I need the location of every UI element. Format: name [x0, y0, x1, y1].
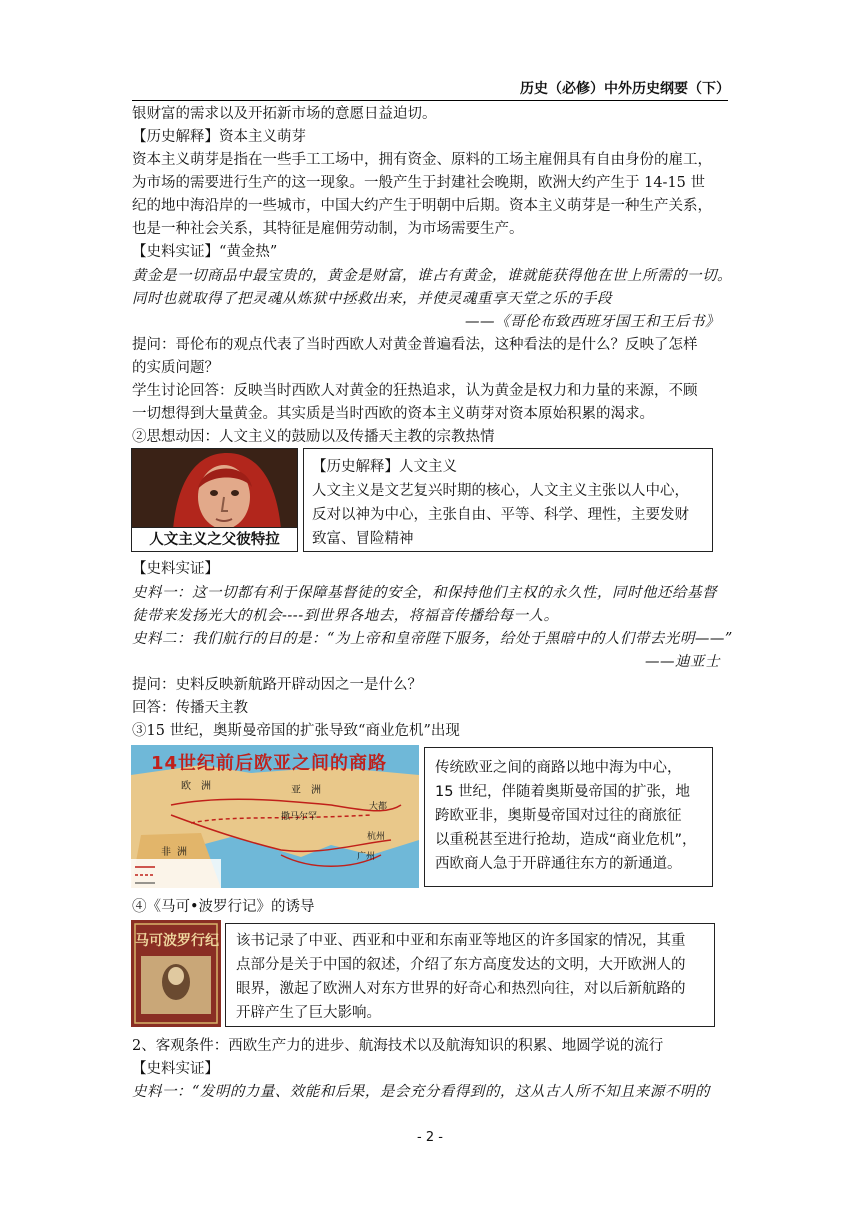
- text-line: 提问：哥伦布的观点代表了当时西欧人对黄金普遍看法，这种看法的是什么？反映了怎样: [132, 337, 698, 353]
- map-label: 洲: [201, 781, 211, 792]
- map-label: 非: [161, 847, 171, 858]
- quote-line: 史料一：这一切都有利于保障基督徒的安全，和保持他们主权的永久性，同时他还给基督: [132, 585, 717, 601]
- quote-line: 史料一：“发明的力量、效能和后果，是会充分看得到的，这从古人所不知且来源不明的: [132, 1084, 710, 1100]
- box-line: 传统欧亚之间的商路以地中海为中心，: [435, 760, 682, 776]
- map-label: 广州: [357, 852, 376, 862]
- cover-title: 马可波罗行纪: [135, 933, 219, 949]
- quote-source: ——迪亚士: [645, 654, 720, 670]
- box-line: 眼界，激起了欧洲人对东方世界的好奇心和热烈向往，对以后新航路的: [236, 981, 686, 997]
- quote-line: 徒带来发扬光大的机会----到世界各地去，将福音传播给每一人。: [132, 608, 559, 624]
- humanism-box: [303, 448, 713, 552]
- box-line: 致富、冒险精神: [312, 531, 414, 547]
- page-number: - 2 -: [417, 1130, 443, 1145]
- marco-polo-cover: [131, 920, 221, 1027]
- petrarch-portrait: [131, 448, 298, 552]
- box-line: 人文主义是文艺复兴时期的核心，人文主义主张以人中心，: [312, 483, 689, 499]
- section-heading: ③15 世纪，奥斯曼帝国的扩张导致“商业危机”出现: [132, 723, 460, 739]
- box-line: 西欧商人急于开辟通往东方的新通道。: [435, 856, 682, 872]
- box-line: 点部分是关于中国的叙述，介绍了东方高度发达的文明，大开欧洲人的: [236, 957, 686, 973]
- section-heading: 【史料实证】“黄金热”: [132, 244, 278, 260]
- portrait-caption: 人文主义之父彼特拉: [132, 527, 297, 552]
- page-header: 历史（必修）中外历史纲要（下）: [520, 81, 730, 97]
- box-line: 开辟产生了巨大影响。: [236, 1005, 381, 1021]
- map-label: 杭州: [367, 832, 386, 842]
- section-heading: 【历史解释】资本主义萌芽: [132, 129, 306, 145]
- marco-polo-box: [225, 923, 715, 1027]
- map-label: 欧: [181, 781, 191, 792]
- map-label: 大都: [369, 802, 388, 812]
- box-line: 15 世纪，伴随着奥斯曼帝国的扩张，地: [435, 784, 691, 800]
- section-heading: ②思想动因：人文主义的鼓励以及传播天主教的宗教热情: [132, 429, 495, 445]
- text-line: 资本主义萌芽是指在一些手工工场中，拥有资金、原料的工场主雇佣具有自由身份的雇工，: [132, 152, 712, 168]
- section-heading: ④《马可•波罗行记》的诱导: [132, 899, 315, 915]
- box-line: 该书记录了中亚、西亚和中亚和东南亚等地区的许多国家的情况，其重: [236, 933, 686, 949]
- section-heading: 【史料实证】: [132, 561, 219, 577]
- map-label: 撒马尔罕: [281, 812, 318, 822]
- map-label: 洲: [311, 785, 321, 796]
- text-line: 回答：传播天主教: [132, 700, 248, 716]
- text-line: 银财富的需求以及开拓新市场的意愿日益迫切。: [132, 106, 437, 122]
- text-line: 的实质问题？: [132, 360, 219, 376]
- box-heading: 【历史解释】人文主义: [312, 459, 457, 475]
- quote-line: 黄金是一切商品中最宝贵的，黄金是财富，谁占有黄金，谁就能获得他在世上所需的一切。: [132, 268, 732, 284]
- section-heading: 【史料实证】: [132, 1061, 219, 1077]
- trade-route-map: [131, 745, 419, 888]
- map-label: 亚: [291, 785, 301, 796]
- header-rule: [132, 100, 728, 101]
- map-title: 14世纪前后欧亚之间的商路: [151, 753, 388, 774]
- box-line: 反对以神为中心，主张自由、平等、科学、理性，主要发财: [312, 507, 689, 523]
- box-line: 跨欧亚非，奥斯曼帝国对过往的商旅征: [435, 808, 682, 824]
- section-heading: 2、客观条件：西欧生产力的进步、航海技术以及航海知识的积累、地圆学说的流行: [132, 1038, 664, 1054]
- commercial-crisis-box: [424, 747, 713, 887]
- text-line: 纪的地中海沿岸的一些城市，中国大约产生于明朝中后期。资本主义萌芽是一种生产关系，: [132, 198, 712, 214]
- text-line: 为市场的需要进行生产的这一现象。一般产生于封建社会晚期，欧洲大约产生于 14-15 世: [132, 175, 706, 191]
- box-line: 以重税甚至进行抢劫，造成“商业危机”，: [435, 832, 697, 848]
- text-line: 也是一种社会关系，其特征是雇佣劳动制，为市场需要生产。: [132, 221, 524, 237]
- text-line: 学生讨论回答：反映当时西欧人对黄金的狂热追求，认为黄金是权力和力量的来源，不顾: [132, 383, 698, 399]
- quote-line: 同时也就取得了把灵魂从炼狱中拯救出来，并使灵魂重享天堂之乐的手段: [132, 291, 612, 307]
- text-line: 提问：史料反映新航路开辟动因之一是什么？: [132, 677, 422, 693]
- text-line: 一切想得到大量黄金。其实质是当时西欧的资本主义萌芽对资本原始积累的渴求。: [132, 406, 654, 422]
- quote-source: ——《哥伦布致西班牙国王和王后书》: [465, 314, 720, 330]
- map-label: 洲: [177, 847, 187, 858]
- quote-line: 史料二：我们航行的目的是：“为上帝和皇帝陛下服务，给处于黑暗中的人们带去光明——”: [132, 631, 733, 647]
